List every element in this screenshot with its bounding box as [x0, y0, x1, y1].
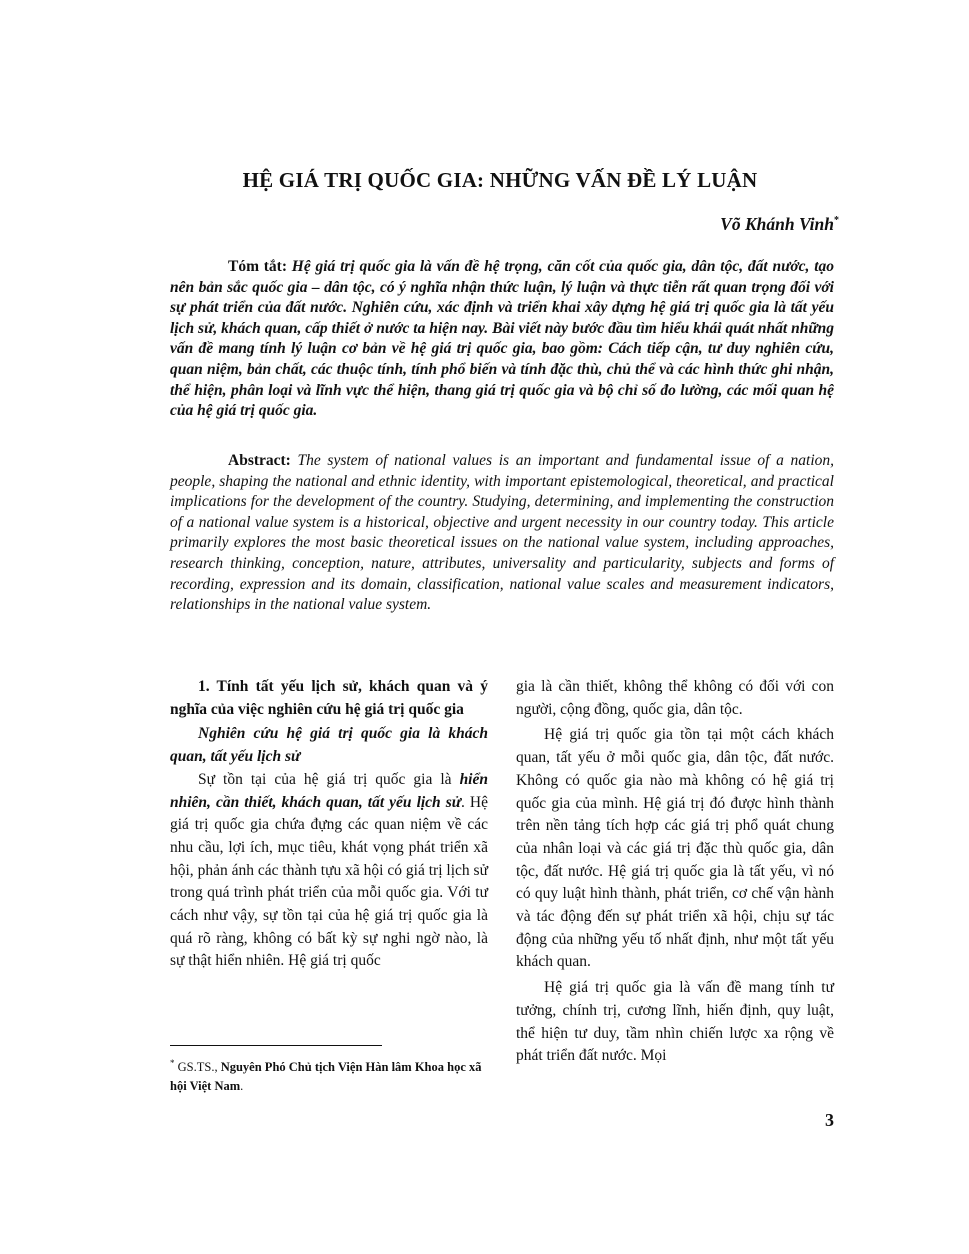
- footnote-prefix: GS.TS.,: [174, 1060, 221, 1075]
- author-footnote-mark: *: [834, 215, 839, 227]
- footnote-divider: [170, 1045, 382, 1046]
- body-paragraph-1-continued: gia là cần thiết, không thể không có đối với con người, cộng đồng, quốc gia, dân tộc.: [516, 678, 834, 718]
- abstract-english: [170, 451, 834, 616]
- abstract-en-label: Abstract:: [228, 452, 291, 469]
- p1-start: Sự tồn tại của hệ giá trị quốc gia là: [198, 770, 460, 788]
- abstract-vi-label: Tóm tắt:: [228, 258, 288, 275]
- abstract-en-text: The system of national values is an important and fundamental issue of a nation, people, shaping the national and ethnic identity, with important epistemological, theoretical, and practical implications for the development of the country. Studying, determining, and implementing the construction of a national value system is a historical, objective and urgent necessity in our country today. This article primarily explores the most basic theoretical issues on the national value system, including approaches, research thinking, conception, nature, attributes, universality and particularity, subjects and forms of recording, expression and its domain, classification, national value scales and measurement indicators, relationships in the national value system.: [170, 452, 835, 614]
- footnote-suffix: .: [240, 1079, 244, 1094]
- footnote: [170, 1054, 488, 1096]
- body-paragraph-3: Hệ giá trị quốc gia là vấn đề mang tính tư tưởng, chính trị, cương lĩnh, hiến định, quy luật, thể hiện tư duy, tầm nhìn chiến lược xa rộng về phát triển đất nước. Mọi: [516, 979, 834, 1065]
- author-name: [720, 214, 839, 235]
- section-heading: 1. Tính tất yếu lịch sử, khách quan và ý nghĩa của việc nghiên cứu hệ giá trị quốc gia: [170, 678, 488, 718]
- body-paragraph-2: Hệ giá trị quốc gia tồn tại một cách khách quan, tất yếu ở mỗi quốc gia, dân tộc, đất nước. Không có quốc gia nào mà không có hệ giá trị quốc gia của mình. Hệ giá trị đó được hình thành trên nền tảng tích hợp các giá trị phổ quát chung của nhân loại và các giá trị đặc thù quốc gia, dân tộc, đất nước. Hệ giá trị quốc gia là tất yếu, vì nó có quy luật hình thành, phát triển, cơ chế vận hành và tác động đến sự phát triển xã hội, chịu sự tác động của những yếu tố nhất định, như một tất yếu khách quan.: [516, 726, 834, 971]
- abstract-vi-text: Hệ giá trị quốc gia là vấn đề hệ trọng, căn cốt của quốc gia, dân tộc, đất nước, tạo nên bản sắc quốc gia – dân tộc, có ý nghĩa nhận thức luận, lý luận và thực tiễn rất quan trọng đối với sự phát triển của đất nước. Nghiên cứu, xác định và triển khai xây dựng hệ giá trị quốc gia là tất yếu lịch sử, khách quan, cấp thiết ở nước ta hiện nay. Bài viết này bước đầu tìm hiểu khái quát nhất những vấn đề mang tính lý luận cơ bản về hệ giá trị quốc gia, bao gồm: Cách tiếp cận, tư duy nghiên cứu, quan niệm, bản chất, các thuộc tính, tính phổ biến và tính đặc thù, chủ thể và các hình thức ghi nhận, thể hiện, phân loại và lĩnh vực thể hiện, thang giá trị quốc gia và bộ chỉ số đo lường, các mối quan hệ của hệ giá trị quốc gia.: [170, 258, 835, 420]
- body-column-right: [516, 676, 834, 1068]
- body-paragraph-1: [170, 769, 488, 973]
- p1-emphasis: hiển nhiên, cần thiết, khách quan, tất yếu lịch sử: [170, 770, 488, 811]
- footnote-mark: *: [170, 1058, 175, 1068]
- sub-heading: Nghiên cứu hệ giá trị quốc gia là khách quan, tất yếu lịch sử: [170, 725, 488, 766]
- abstract-vietnamese: [170, 257, 834, 422]
- author-name-text: Võ Khánh Vinh: [720, 214, 834, 234]
- body-column-left: [170, 676, 488, 973]
- p1-rest: . Hệ giá trị quốc gia chứa đựng các quan niệm về các nhu cầu, lợi ích, mục tiêu, khát vọng phát triển xã hội, phản ánh các thành tựu xã hội có giá trị lịch sử trong quá trình phát triển của mỗi quốc gia. Với tư cách như vậy, sự tồn tại của hệ giá trị quốc gia là quá rõ ràng, không có bất kỳ sự nghi ngờ nào, là sự thật hiển nhiên. Hệ giá trị quốc: [170, 793, 488, 970]
- page-title: HỆ GIÁ TRỊ QUỐC GIA: NHỮNG VẤN ĐỀ LÝ LUẬN: [242, 168, 758, 192]
- page-number: 3: [825, 1110, 834, 1130]
- footnote-text: Nguyên Phó Chủ tịch Viện Hàn lâm Khoa học xã hội Việt Nam: [170, 1060, 482, 1094]
